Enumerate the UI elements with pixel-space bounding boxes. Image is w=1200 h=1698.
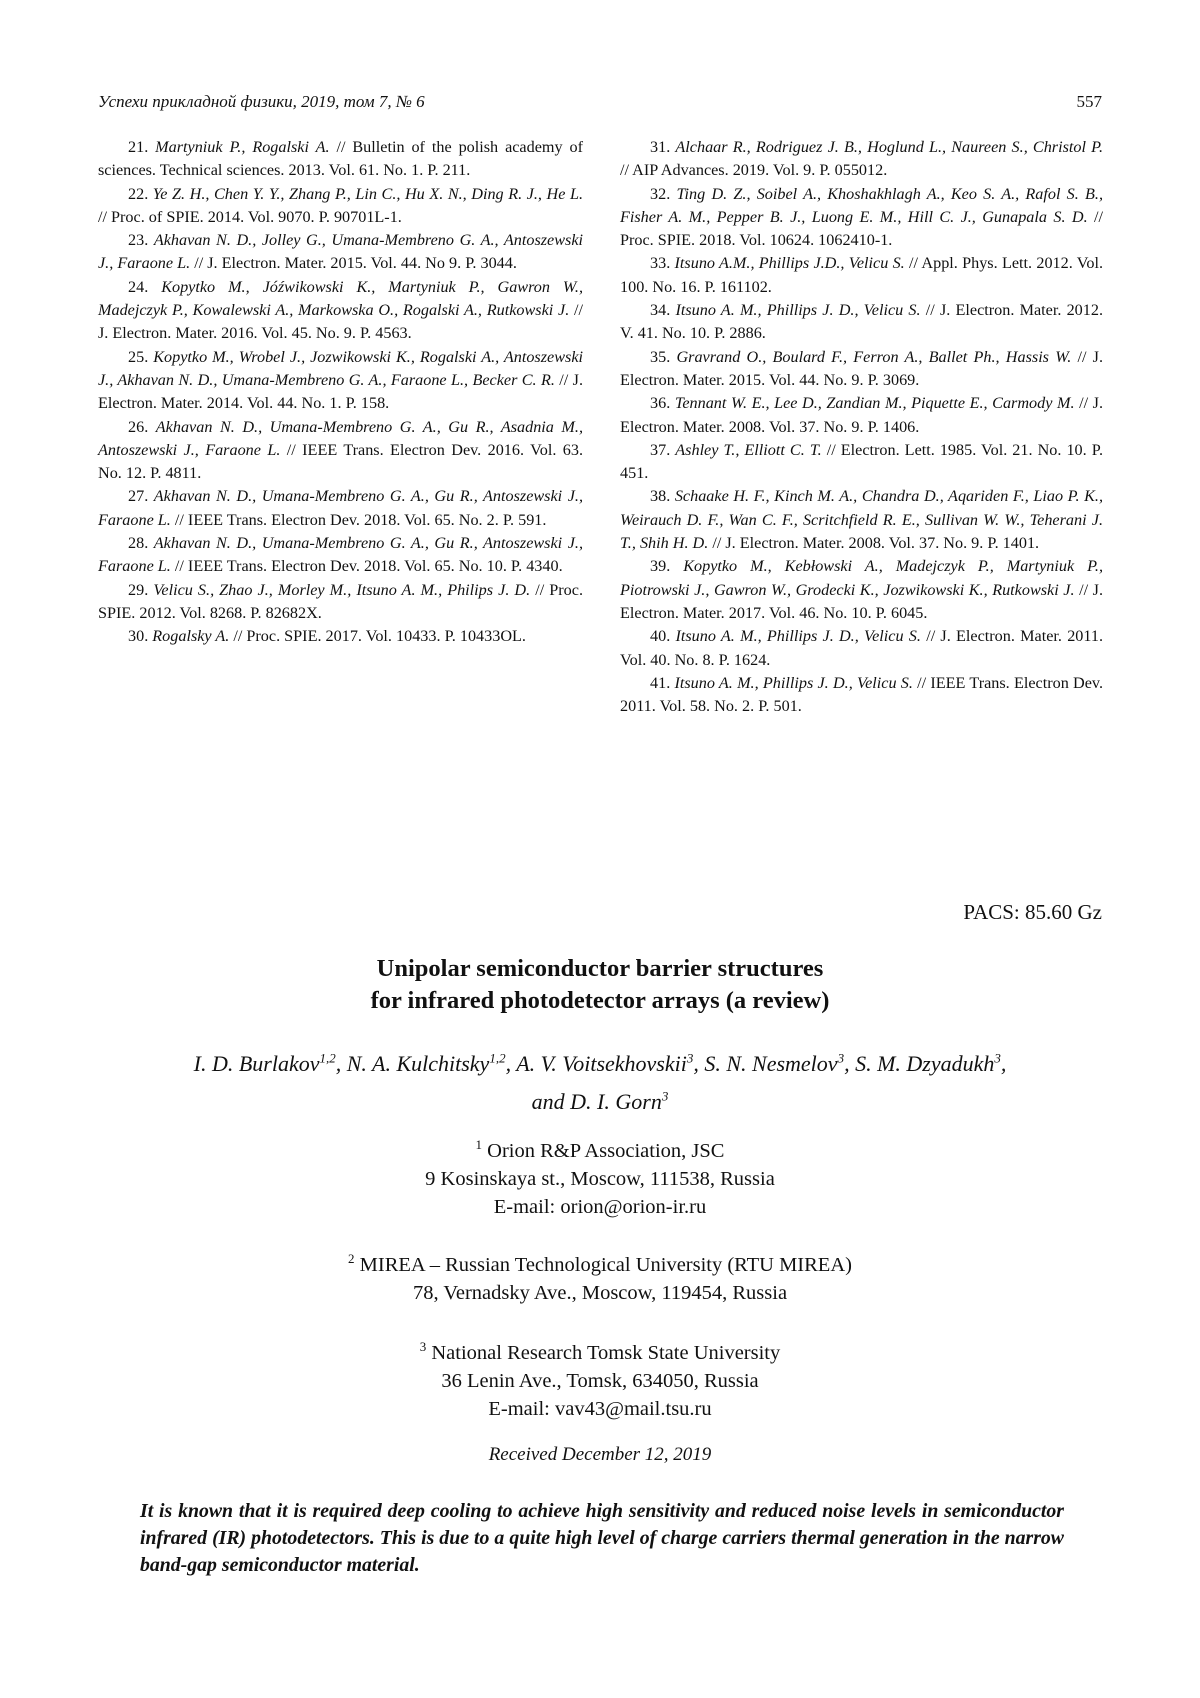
reference-item: 33. Itsuno A.M., Phillips J.D., Velicu S. // Appl. Phys. Lett. 2012. Vol. 100. No. 16. P. 161102. <box>620 252 1103 299</box>
reference-item: 31. Alchaar R., Rodriguez J. B., Hoglund L., Naureen S., Christol P. // AIP Advances. 2019. Vol. 9. P. 055012. <box>620 136 1103 183</box>
author: A. V. Voitsekhovskii3, <box>516 1051 704 1076</box>
affiliation-3: 3 National Research Tomsk State University 36 Lenin Ave., Tomsk, 634050, Russia E-mail: vav43@mail.tsu.ru <box>98 1333 1102 1423</box>
pacs-code: PACS: 85.60 Gz <box>963 900 1102 925</box>
reference-item: 40. Itsuno A. M., Phillips J. D., Velicu S. // J. Electron. Mater. 2011. Vol. 40. No. 8. P. 1624. <box>620 625 1103 672</box>
reference-item: 21. Martyniuk P., Rogalski A. // Bulletin of the polish academy of sciences. Technical sciences. 2013. Vol. 61. No. 1. P. 211. <box>98 136 583 183</box>
references-column-left <box>98 136 583 649</box>
abstract: It is known that it is required deep cooling to achieve high sensitivity and reduced noise levels in semiconductor infrared (IR) photodetectors. This is due to a quite high level of charge carriers thermal generation in the narrow band-gap semiconductor material. <box>140 1498 1064 1579</box>
reference-item: 22. Ye Z. H., Chen Y. Y., Zhang P., Lin C., Hu X. N., Ding R. J., He L. // Proc. of SPIE. 2014. Vol. 9070. P. 90701L-1. <box>98 183 583 230</box>
reference-item: 36. Tennant W. E., Lee D., Zandian M., Piquette E., Carmody M. // J. Electron. Mater. 2008. Vol. 37. No. 9. P. 1406. <box>620 392 1103 439</box>
references-column-right <box>620 136 1103 718</box>
running-header <box>98 92 1102 116</box>
reference-item: 28. Akhavan N. D., Umana-Membreno G. A., Gu R., Antoszewski J., Faraone L. // IEEE Trans. Electron Dev. 2018. Vol. 65. No. 10. P. 4340. <box>98 532 583 579</box>
author: S. M. Dzyadukh3, <box>855 1051 1006 1076</box>
reference-item: 41. Itsuno A. M., Phillips J. D., Velicu S. // IEEE Trans. Electron Dev. 2011. Vol. 58. No. 2. P. 501. <box>620 672 1103 719</box>
reference-item: 27. Akhavan N. D., Umana-Membreno G. A., Gu R., Antoszewski J., Faraone L. // IEEE Trans. Electron Dev. 2018. Vol. 65. No. 2. P. 591. <box>98 485 583 532</box>
author: N. A. Kulchitsky1,2, <box>347 1051 516 1076</box>
affiliation-2: 2 MIREA – Russian Technological University (RTU MIREA) 78, Vernadsky Ave., Moscow, 119454, Russia <box>98 1245 1102 1307</box>
page-number: 557 <box>1077 92 1103 112</box>
author: S. N. Nesmelov3, <box>704 1051 855 1076</box>
reference-item: 24. Kopytko M., Jóźwikowski K., Martyniuk P., Gawron W., Madejczyk P., Kowalewski A., Markowska O., Rogalski A., Rutkowski J. // J. Electron. Mater. 2016. Vol. 45. No. 9. P. 4563. <box>98 276 583 346</box>
title-line: for infrared photodetector arrays (a review) <box>98 985 1102 1017</box>
reference-item: 23. Akhavan N. D., Jolley G., Umana-Membreno G. A., Antoszewski J., Faraone L. // J. Electron. Mater. 2015. Vol. 44. No 9. P. 3044. <box>98 229 583 276</box>
reference-item: 37. Ashley T., Elliott C. T. // Electron. Lett. 1985. Vol. 21. No. 10. P. 451. <box>620 439 1103 486</box>
reference-item: 29. Velicu S., Zhao J., Morley M., Itsuno A. M., Philips J. D. // Proc. SPIE. 2012. Vol. 8268. P. 82682X. <box>98 579 583 626</box>
received-date: Received December 12, 2019 <box>98 1444 1102 1466</box>
reference-item: 26. Akhavan N. D., Umana-Membreno G. A., Gu R., Asadnia M., Antoszewski J., Faraone L. // IEEE Trans. Electron Dev. 2016. Vol. 63. No. 12. P. 4811. <box>98 416 583 486</box>
author-list <box>98 1043 1102 1118</box>
reference-item: 25. Kopytko M., Wrobel J., Jozwikowski K., Rogalski A., Antoszewski J., Akhavan N. D., Umana-Membreno G. A., Faraone L., Becker C. R. // J. Electron. Mater. 2014. Vol. 44. No. 1. P. 158. <box>98 346 583 416</box>
reference-item: 38. Schaake H. F., Kinch M. A., Chandra D., Aqariden F., Liao P. K., Weirauch D. F., Wan C. F., Scritchfield R. E., Sullivan W. W., Teherani J. T., Shih H. D. // J. Electron. Mater. 2008. Vol. 37. No. 9. P. 1401. <box>620 485 1103 555</box>
reference-item: 34. Itsuno A. M., Phillips J. D., Velicu S. // J. Electron. Mater. 2012. V. 41. No. 10. P. 2886. <box>620 299 1103 346</box>
reference-item: 30. Rogalsky A. // Proc. SPIE. 2017. Vol. 10433. P. 10433OL. <box>98 625 583 648</box>
reference-item: 39. Kopytko M., Kebłowski A., Madejczyk P., Martyniuk P., Piotrowski J., Gawron W., Grodecki K., Jozwikowski K., Rutkowski J. // J. Electron. Mater. 2017. Vol. 46. No. 10. P. 6045. <box>620 555 1103 625</box>
author: and D. I. Gorn3 <box>532 1089 669 1114</box>
reference-item: 32. Ting D. Z., Soibel A., Khoshakhlagh A., Keo S. A., Rafol S. B., Fisher A. M., Pepper B. J., Luong E. M., Hill C. J., Gunapala S. D. // Proc. SPIE. 2018. Vol. 10624. 1062410-1. <box>620 183 1103 253</box>
reference-item: 35. Gravrand O., Boulard F., Ferron A., Ballet Ph., Hassis W. // J. Electron. Mater. 2015. Vol. 44. No. 9. P. 3069. <box>620 346 1103 393</box>
affiliation-1: 1 Orion R&P Association, JSC 9 Kosinskaya st., Moscow, 111538, Russia E-mail: orion@orion-ir.ru <box>98 1131 1102 1221</box>
title-line: Unipolar semiconductor barrier structures <box>98 953 1102 985</box>
article-title <box>98 953 1102 1017</box>
email-text: E-mail: vav43@mail.tsu.ru <box>98 1395 1102 1423</box>
author: I. D. Burlakov1,2, <box>194 1051 347 1076</box>
email-text: E-mail: orion@orion-ir.ru <box>98 1193 1102 1221</box>
journal-title: Успехи прикладной физики, 2019, том 7, № 6 <box>98 92 425 112</box>
